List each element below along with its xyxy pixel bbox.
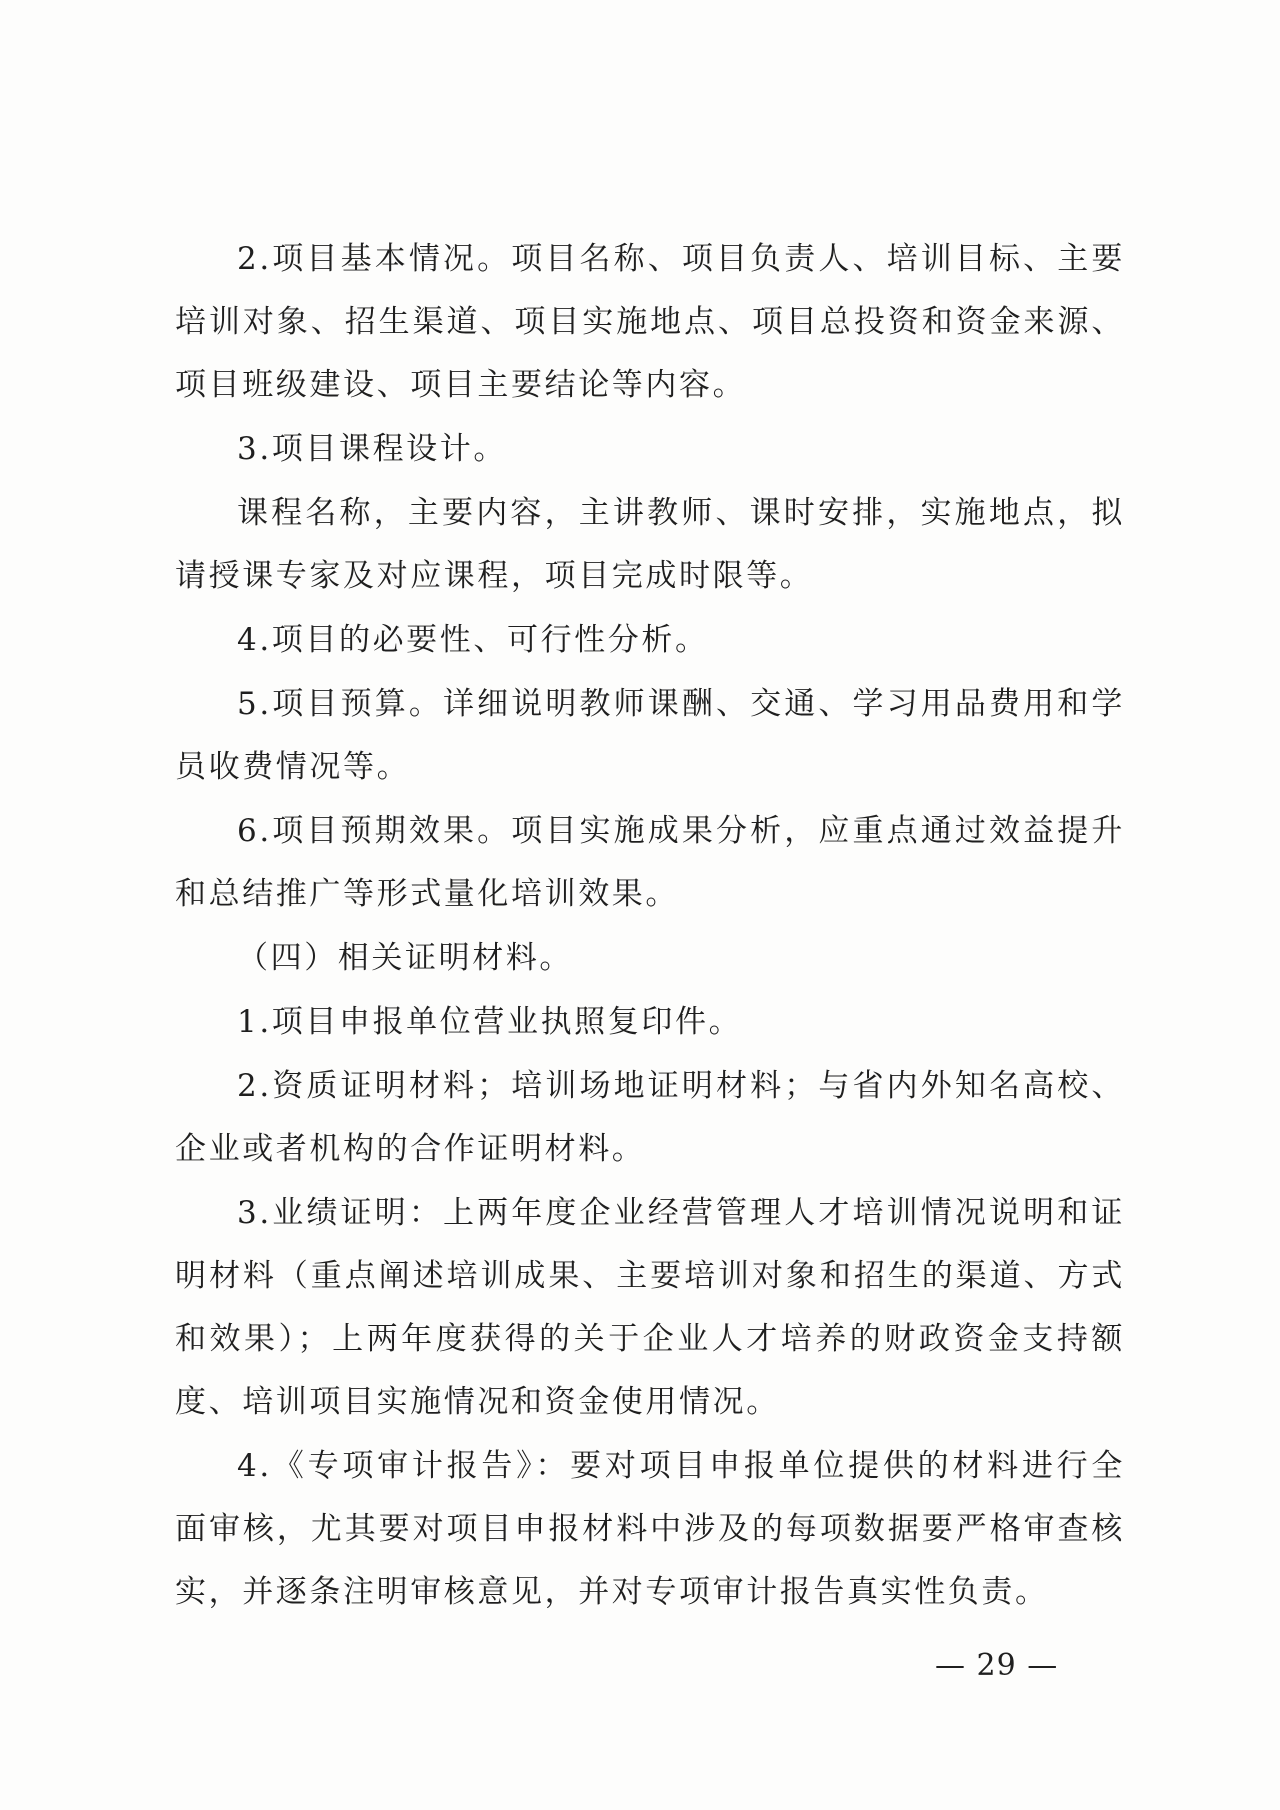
- paragraph-business-license: 1.项目申报单位营业执照复印件。: [237, 1004, 743, 1040]
- paragraph-course-design-heading: 3.项目课程设计。: [237, 431, 507, 467]
- paragraph-course-design-detail: 课程名称，主要内容，主讲教师、课时安排，实施地点，拟请授课专家及对应课程，项目完成时限等。: [175, 495, 1125, 594]
- page-body: [175, 228, 1125, 1625]
- paragraph-audit-report: 4.《专项审计报告》：要对项目申报单位提供的材料进行全面审核，尤其要对项目申报材料中涉及的每项数据要严格审查核实，并逐条注明审核意见，并对专项审计报告真实性负责。: [175, 1448, 1125, 1610]
- page-number: — 29 —: [935, 1648, 1059, 1683]
- paragraph-qualification: 2.资质证明材料；培训场地证明材料；与省内外知名高校、企业或者机构的合作证明材料。: [175, 1068, 1125, 1167]
- paragraph-budget: 5.项目预算。详细说明教师课酬、交通、学习用品费用和学员收费情况等。: [175, 686, 1125, 785]
- paragraph-project-basic-info: 2.项目基本情况。项目名称、项目负责人、培训目标、主要培训对象、招生渠道、项目实施地点、项目总投资和资金来源、项目班级建设、项目主要结论等内容。: [175, 241, 1125, 403]
- paragraph-performance-proof: 3.业绩证明：上两年度企业经营管理人才培训情况说明和证明材料（重点阐述培训成果、主要培训对象和招生的渠道、方式和效果）；上两年度获得的关于企业人才培养的财政资金支持额度、培训项目实施情况和资金使用情况。: [175, 1195, 1125, 1420]
- paragraph-expected-effect: 6.项目预期效果。项目实施成果分析，应重点通过效益提升和总结推广等形式量化培训效果。: [175, 813, 1125, 912]
- paragraph-feasibility: 4.项目的必要性、可行性分析。: [237, 622, 709, 658]
- section-heading-supporting-materials: （四）相关证明材料。: [237, 940, 573, 976]
